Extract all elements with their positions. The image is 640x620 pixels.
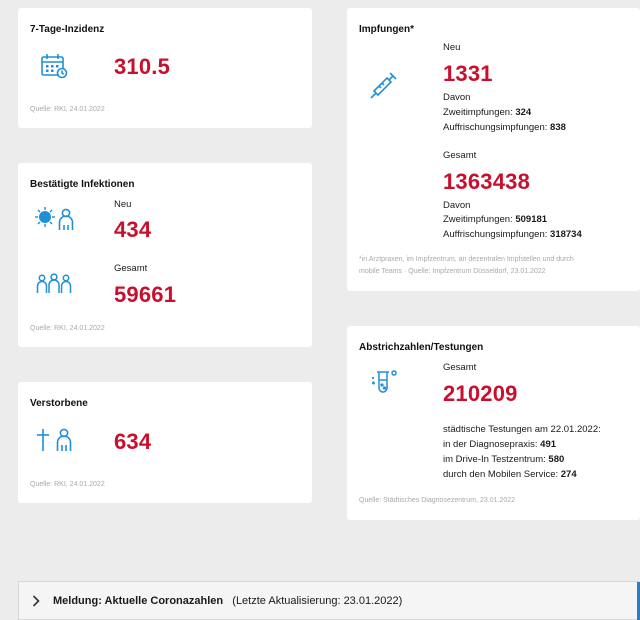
test-tube-icon — [369, 368, 399, 396]
tests-line-1: städtische Testungen am 22.01.2022: — [443, 424, 601, 435]
infections-source: Quelle: RKI, 24.01.2022 — [30, 325, 105, 332]
vaccinations-total-value: 1363438 — [443, 169, 531, 194]
vaccinations-title: Impfungen* — [359, 24, 414, 35]
incidence-title: 7-Tage-Inzidenz — [30, 24, 105, 35]
group-icon — [36, 271, 72, 297]
incidence-card — [18, 8, 312, 128]
tests-source: Quelle: Städtisches Diagnosezentrum, 23.01.2022 — [359, 497, 516, 504]
incidence-source: Quelle: RKI, 24.01.2022 — [30, 106, 105, 113]
vaccinations-total-davon: Davon — [443, 200, 471, 211]
tests-line-4: durch den Mobilen Service: 274 — [443, 469, 577, 480]
syringe-icon — [369, 70, 399, 100]
vaccinations-new-booster: Auffrischungsimpfungen: 838 — [443, 122, 566, 133]
infections-title: Bestätigte Infektionen — [30, 179, 135, 190]
accordion-label — [53, 595, 402, 607]
deaths-card — [18, 382, 312, 503]
deaths-title: Verstorbene — [30, 398, 88, 409]
accordion-title: Meldung: Aktuelle Coronazahlen — [53, 595, 224, 607]
cross-person-icon — [34, 426, 78, 454]
tests-line-3: im Drive-In Testzentrum: 580 — [443, 454, 565, 465]
vaccinations-new-second: Zweitimpfungen: 324 — [443, 107, 532, 118]
vaccinations-new-value: 1331 — [443, 61, 493, 86]
deaths-value: 634 — [114, 429, 152, 454]
virus-person-icon — [34, 205, 78, 233]
accordion-subtitle: (Letzte Aktualisierung: 23.01.2022) — [232, 595, 403, 607]
calendar-icon — [40, 52, 68, 80]
vaccinations-new-label: Neu — [443, 42, 461, 53]
vaccinations-footnote-1: *in Arztpraxen, im Impfzentrum, an dezentralen Impfstellen und durch — [359, 256, 574, 263]
infections-new-value: 434 — [114, 217, 152, 242]
infections-total-label: Gesamt — [114, 263, 148, 274]
vaccinations-total-booster: Auffrischungsimpfungen: 318734 — [443, 229, 582, 240]
vaccinations-total-label: Gesamt — [443, 150, 477, 161]
tests-total-value: 210209 — [443, 381, 518, 406]
accordion-toggle[interactable] — [18, 581, 640, 620]
deaths-source: Quelle: RKI, 24.01.2022 — [30, 481, 105, 488]
vaccinations-total-second: Zweitimpfungen: 509181 — [443, 214, 548, 225]
vaccinations-card — [347, 8, 640, 291]
tests-line-2: in der Diagnosepraxis: 491 — [443, 439, 557, 450]
chevron-right-icon — [32, 595, 40, 607]
vaccinations-new-davon: Davon — [443, 92, 471, 103]
infections-total-value: 59661 — [114, 282, 177, 307]
vaccinations-footnote-2: mobile Teams · Quelle: Impfzentrum Düsseldorf, 23.01.2022 — [359, 268, 546, 275]
tests-card — [347, 326, 640, 520]
tests-total-label: Gesamt — [443, 362, 477, 373]
infections-card — [18, 163, 312, 347]
tests-title: Abstrichzahlen/Testungen — [359, 342, 484, 353]
infections-new-label: Neu — [114, 199, 132, 210]
incidence-value: 310.5 — [114, 54, 171, 79]
